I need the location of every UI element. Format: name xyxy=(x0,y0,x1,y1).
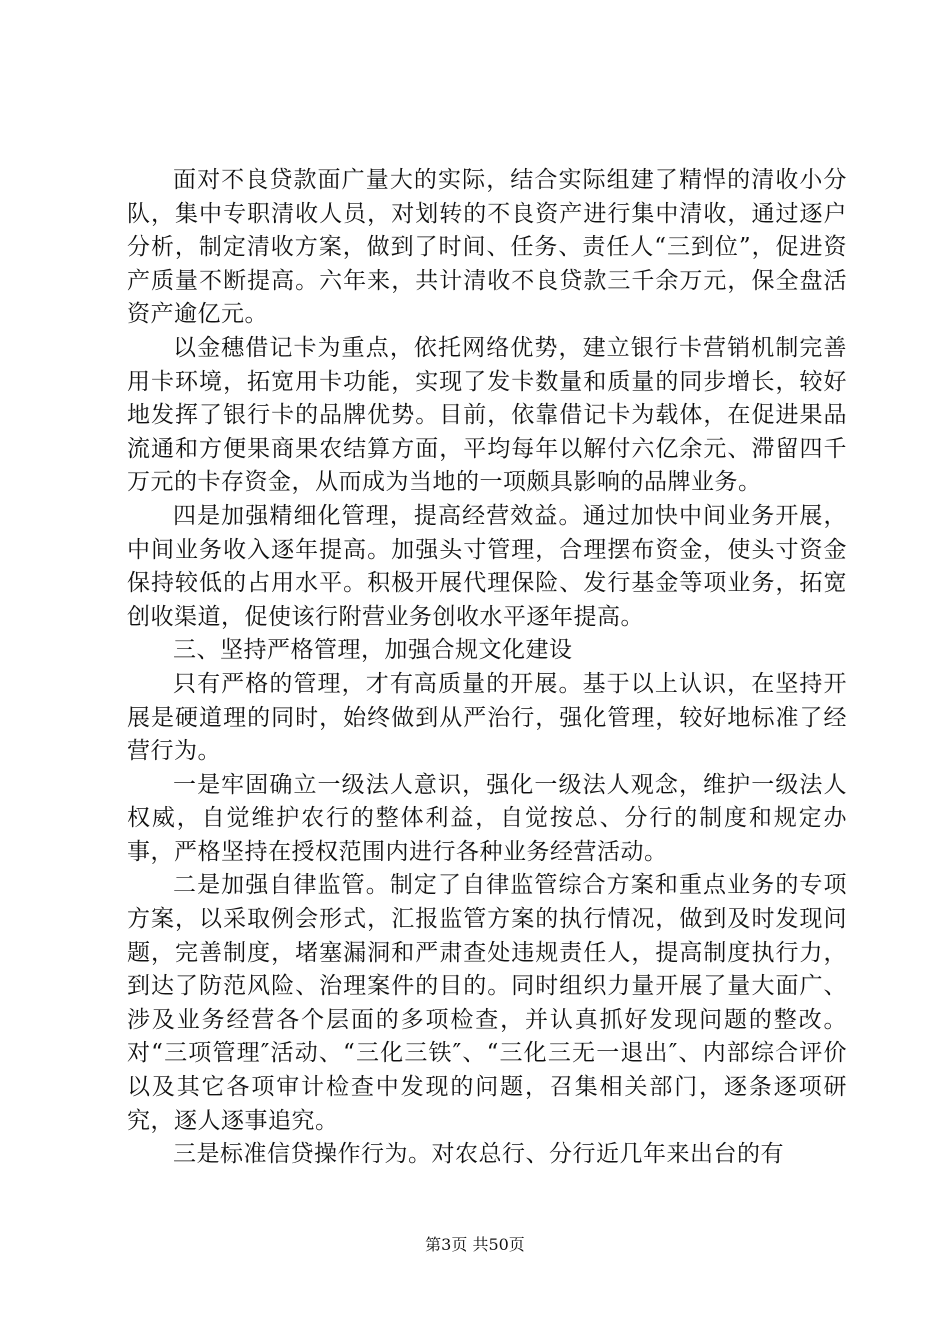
paragraph-debit-card: 以金穗借记卡为重点，依托网络优势，建立银行卡营销机制完善用卡环境，拓宽用卡功能，实现了发卡数量和质量的同步增长，较好地发挥了银行卡的品牌优势。目前，依靠借记卡为载体，在促进果品流通和方便果商果农结算方面，平均每年以解付六亿余元、滞留四千万元的卡存资金，从而成为当地的一项颇具影响的品牌业务。 xyxy=(127,334,847,496)
section-heading-compliance: 三、坚持严格管理，加强合规文化建设 xyxy=(173,637,573,664)
paragraph-credit-operations: 三是标准信贷操作行为。对农总行、分行近几年来出台的有 xyxy=(173,1141,784,1168)
paragraph-strict-management: 只有严格的管理，才有高质量的开展。基于以上认识，在坚持开展是硬道理的同时，始终做到从严治行，强化管理，较好地标准了经营行为。 xyxy=(127,670,847,765)
paragraph-refined-management: 四是加强精细化管理，提高经营效益。通过加快中间业务开展，中间业务收入逐年提高。加强头寸管理，合理摆布资金，使头寸资金保持较低的占用水平。积极开展代理保险、发行基金等项业务，拓宽创收渠道，促使该行附营业务创收水平逐年提高。 xyxy=(127,502,847,630)
paragraph-legal-person: 一是牢固确立一级法人意识，强化一级法人观念，维护一级法人权威，自觉维护农行的整体利益，自觉按总、分行的制度和规定办事，严格坚持在授权范围内进行各种业务经营活动。 xyxy=(127,771,847,865)
paragraph-npl-recovery: 面对不良贷款面广量大的实际，结合实际组建了精悍的清收小分队，集中专职清收人员，对划转的不良资产进行集中清收，通过逐户分析，制定清收方案，做到了时间、任务、责任人“三到位”，促进资产质量不断提高。六年来，共计清收不良贷款三千余万元，保全盘活资产逾亿元。 xyxy=(127,167,847,328)
paragraph-self-supervision: 二是加强自律监管。制定了自律监管综合方案和重点业务的专项方案，以采取例会形式，汇报监管方案的执行情况，做到及时发现问题，完善制度，堵塞漏洞和严肃查处违规责任人，提高制度执行力，到达了防范风险、治理案件的目的。同时组织力量开展了量大面广、涉及业务经营各个层面的多项检查，并认真抓好发现问题的整改。对“三项管理″活动、“三化三铁″、“三化三无一退出″、内部综合评价以及其它各项审计检查中发现的问题，召集相关部门，逐条逐项研究，逐人逐事追究。 xyxy=(127,872,847,1134)
document-body xyxy=(127,164,847,1172)
page-footer: 第3页 共50页 xyxy=(425,1235,525,1254)
